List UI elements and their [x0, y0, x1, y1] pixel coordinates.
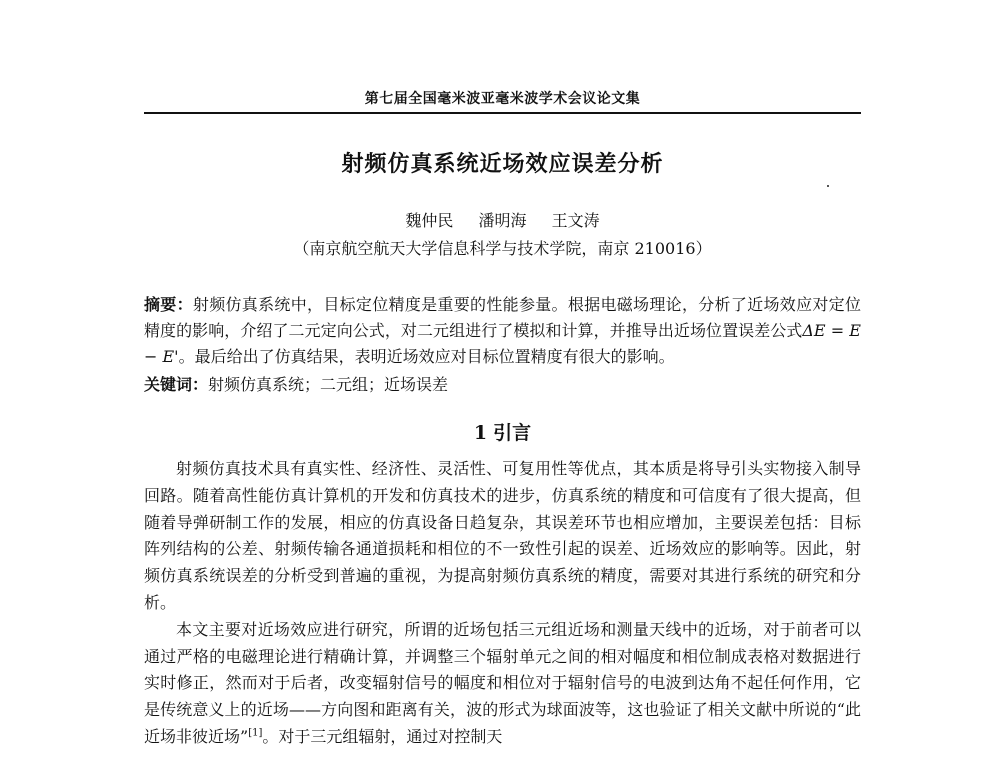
keywords-label: 关键词： [144, 375, 209, 394]
paragraph-text-end: 。对于三元组辐射，通过对控制天 [262, 726, 503, 746]
author-list [144, 208, 861, 231]
author-name: 潘明海 [478, 211, 527, 230]
author-name: 王文涛 [551, 211, 600, 230]
running-header: 第七届全国毫米波亚毫米波学术会议论文集 [364, 91, 641, 107]
abstract-label: 摘要： [144, 295, 193, 314]
error-formula: ΔE = E − E' [144, 321, 861, 366]
section-title: 引言 [493, 422, 532, 444]
body-paragraph: 射频仿真技术具有真实性、经济性、灵活性、可复用性等优点，其本质是将导引头实物接入制导回路。随着高性能仿真计算机的开发和仿真技术的进步，仿真系统的精度和可信度有了很大提高，但随着导弹研制工作的发展，相应的仿真设备日趋复杂，其误差环节也相应增加，主要误差包括：目标阵列结构的公差、射频传输各通道损耗和相位的不一致性引起的误差、近场效应的影响等。因此，射频仿真系统误差的分析受到普遍的重视，为提高射频仿真系统的精度，需要对其进行系统的研究和分析。 [144, 459, 861, 612]
paragraph-text: 本文主要对近场效应进行研究，所谓的近场包括三元组近场和测量天线中的近场，对于前者可以通过严格的电磁理论进行精确计算，并调整三个辐射单元之间的相对幅度和相位制成表格对数据进行实时修正，然而对于后者，改变辐射信号的幅度和相位对于辐射信号的电波到达角不起任何作用，它是传统意义上的近场——方向图和距离有关，波的形式为球面波等，这也验证了相关文献中所说的“此近场非彼近场” [144, 619, 861, 746]
body-paragraph [144, 617, 861, 751]
paper-title: 射频仿真系统近场效应误差分析 [341, 152, 664, 177]
author-name: 魏仲民 [405, 211, 454, 230]
section-heading [144, 418, 861, 445]
affiliation: （南京航空航天大学信息科学与技术学院，南京 210016） [293, 239, 712, 258]
header-rule [144, 112, 861, 114]
keywords-text: 射频仿真系统；二元组；近场误差 [208, 375, 449, 394]
section-number: 1 [473, 422, 488, 444]
abstract [144, 292, 861, 370]
body-text [144, 456, 861, 751]
abstract-text-end: 。最后给出了仿真结果，表明近场效应对目标位置精度有很大的影响。 [178, 347, 675, 366]
keywords [144, 372, 861, 398]
citation-ref[interactable]: [1] [248, 727, 263, 739]
scan-speck [827, 185, 829, 187]
abstract-text: 射频仿真系统中，目标定位精度是重要的性能参量。根据电磁场理论，分析了近场效应对定位精度的影响，介绍了二元定向公式，对二元组进行了模拟和计算，并推导出近场位置误差公式 [144, 295, 861, 340]
